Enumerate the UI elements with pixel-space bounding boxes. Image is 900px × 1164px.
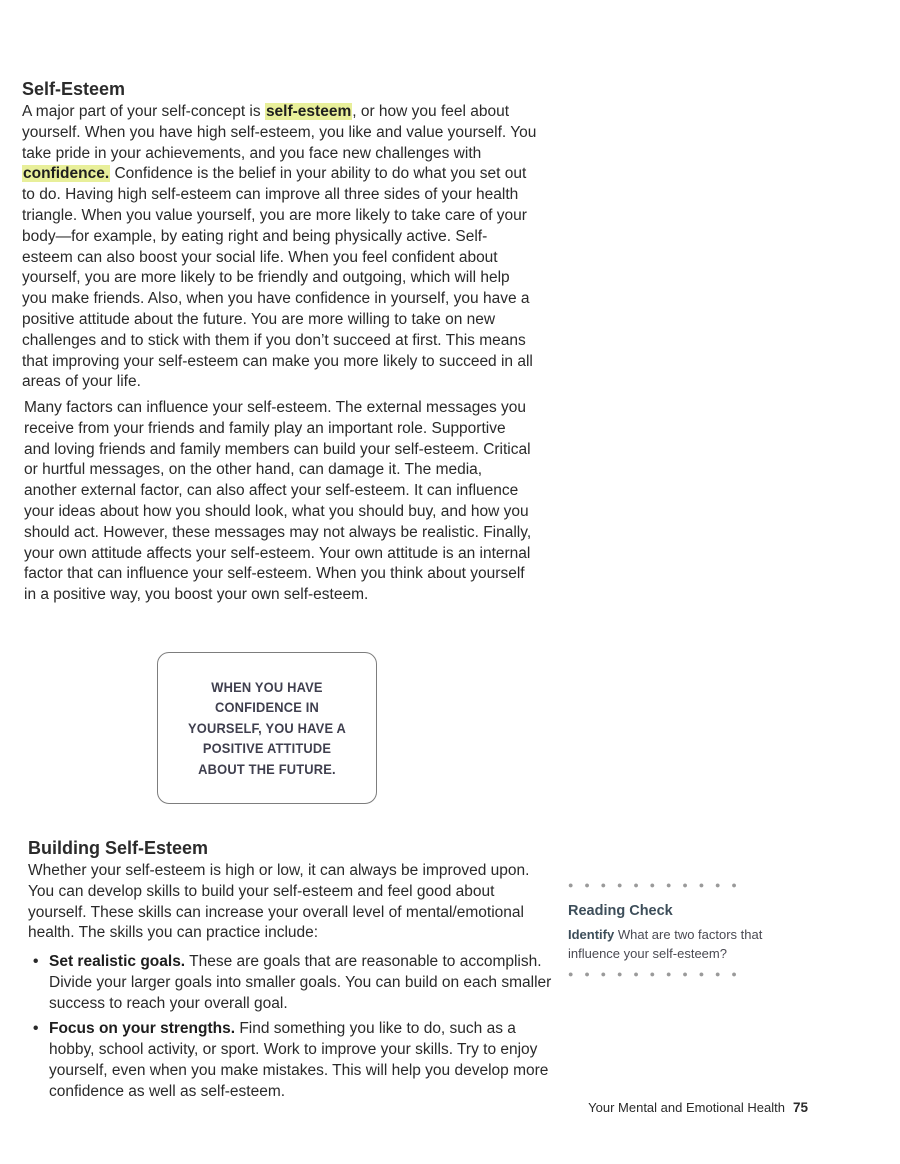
list-item-text: These are goals that are reasonable to accomplish. Divide your larger goals into smaller goals. You can build on each smaller success to reach your overall goal. bbox=[49, 953, 552, 1012]
key-term-self-esteem: self-esteem bbox=[265, 103, 352, 120]
paragraph-text: Confidence is the belief in your ability to do what you set out to do. Having high self-esteem can improve all three sides of your health triangle. When you value yourself, you are more likely to take care of your body—for example, by eating right and being physically active. Self-esteem can also boost your social life. When you feel confident about yourself, you are more likely to be friendly and outgoing, which will help you make friends. Also, when you have confidence in yourself, you have a positive attitude about the future. You are more willing to take on new challenges and to stick with them if you don’t succeed at first. This means that improving your self-esteem can make you more likely to succeed in all areas of your life. bbox=[22, 165, 533, 391]
section-heading-building-self-esteem: Building Self-Esteem bbox=[28, 838, 209, 858]
reading-check-box bbox=[568, 880, 808, 979]
bullet-icon: • bbox=[33, 1020, 39, 1038]
list-item bbox=[32, 1019, 552, 1102]
building-self-esteem-paragraph: Whether your self-esteem is high or low, it can always be improved upon. You can develop skills to build your self-esteem and feel good about yourself. These skills can increase your overall level of mental/emotional health. The skills you can practice include: bbox=[28, 862, 530, 942]
reading-check-question-text: What are two factors that influence your self-esteem? bbox=[568, 927, 763, 961]
dotted-divider-bottom: ● ● ● ● ● ● ● ● ● ● ● bbox=[568, 969, 742, 979]
bullet-icon: • bbox=[33, 953, 39, 970]
reading-check-label: Identify bbox=[568, 927, 615, 942]
pull-quote-box bbox=[157, 652, 377, 804]
page-number: 75 bbox=[792, 1100, 808, 1115]
list-item bbox=[32, 952, 552, 1014]
self-esteem-paragraph-1 bbox=[22, 102, 537, 393]
list-item-lead: Focus on your strengths. bbox=[49, 1020, 236, 1038]
paragraph-text: A major part of your self-concept is bbox=[22, 103, 265, 120]
running-head: Your Mental and Emotional Health bbox=[588, 1100, 785, 1115]
self-esteem-paragraph-2: Many factors can influence your self-esteem. The external messages you receive from your friends and family play an important role. Supportive and loving friends and family members can build your self-esteem. Critical or hurtful messages, on the other hand, can damage it. The media, another external factor, can also affect your self-esteem. It can influence your ideas about how you should look, what you should buy, and how you should act. However, these messages may not always be realistic. Finally, your own attitude affects your self-esteem. Your own attitude is an internal factor that can influence your self-esteem. When you think about yourself in a positive way, you boost your own self-esteem. bbox=[24, 399, 532, 604]
key-term-confidence: confidence. bbox=[23, 165, 110, 183]
reading-check-question bbox=[568, 925, 808, 963]
skills-list bbox=[32, 952, 552, 1108]
list-item-lead: Set realistic goals. bbox=[49, 953, 186, 970]
page-footer bbox=[588, 1100, 808, 1115]
section-heading-self-esteem: Self-Esteem bbox=[22, 79, 126, 99]
reading-check-title: Reading Check bbox=[568, 903, 673, 919]
dotted-divider-top: ● ● ● ● ● ● ● ● ● ● ● bbox=[568, 880, 742, 890]
list-item-text: Find something you like to do, such as a hobby, school activity, or sport. Work to improve your skills. Try to enjoy yourself, even when you make mistakes. This will help you develop more confidence as well as self-esteem. bbox=[49, 1020, 549, 1100]
paragraph-text: , or how you feel about yourself. When you have high self-esteem, you like and value yourself. You take pride in your achievements, and you face new challenges with bbox=[22, 103, 537, 162]
pull-quote-text: WHEN YOU HAVE CONFIDENCE IN YOURSELF, YOU HAVE A POSITIVE ATTITUDE ABOUT THE FUTURE. bbox=[187, 678, 347, 777]
